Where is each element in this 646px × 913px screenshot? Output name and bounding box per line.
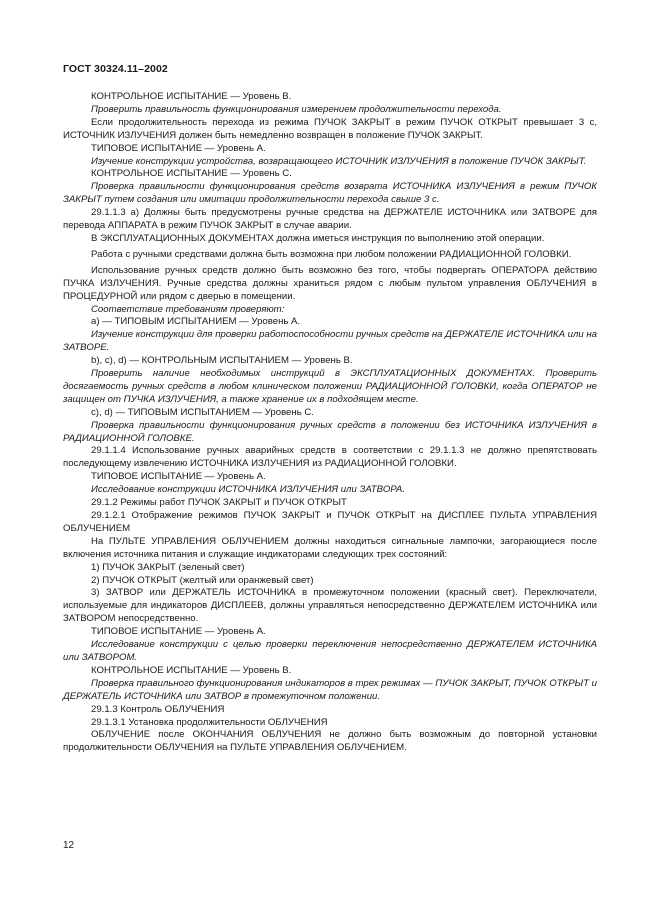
- paragraph: Изучение конструкции для проверки работоспособности ручных средств на ДЕРЖАТЕЛЕ ИСТОЧНИКА или на ЗАТВОРЕ.: [63, 329, 597, 354]
- paragraph: 29.1.3.1 Установка продолжительности ОБЛУЧЕНИЯ: [91, 716, 328, 728]
- paragraph: Работа с ручными средствами должна быть возможна при любом положении РАДИАЦИОННОЙ ГОЛОВКИ.: [91, 248, 572, 260]
- document-header: ГОСТ 30324.11–2002: [63, 63, 168, 75]
- paragraph: Проверка правильности функционирования ручных средств в положении без ИСТОЧНИКА ИЗЛУЧЕНИЯ в РАДИАЦИОННОЙ ГОЛОВКЕ.: [63, 419, 597, 444]
- paragraph: с), d) — ТИПОВЫМ ИСПЫТАНИЕМ — Уровень С.: [91, 406, 314, 418]
- paragraph: Если продолжительность перехода из режима ПУЧОК ЗАКРЫТ в режим ПУЧОК ОТКРЫТ превышает 3 с, ИСТОЧНИК ИЗЛУЧЕНИЯ должен быть немедленно возвращен в положение ПУЧОК ЗАКРЫТ.: [63, 116, 597, 141]
- page-number: 12: [63, 840, 75, 851]
- paragraph: Изучение конструкции устройства, возвращающего ИСТОЧНИК ИЗЛУЧЕНИЯ в положение ПУЧОК ЗАКРЫТ.: [91, 155, 587, 167]
- paragraph: Проверить правильность функционирования измерением продолжительности перехода.: [91, 103, 502, 115]
- paragraph: КОНТРОЛЬНОЕ ИСПЫТАНИЕ — Уровень В.: [91, 91, 292, 102]
- paragraph: Соответствие требованиям проверяют:: [91, 303, 285, 315]
- paragraph: В ЭКСПЛУАТАЦИОННЫХ ДОКУМЕНТАХ должна иметься инструкция по выполнению этой операции.: [91, 232, 545, 244]
- paragraph: 29.1.2 Режимы работ ПУЧОК ЗАКРЫТ и ПУЧОК ОТКРЫТ: [91, 497, 347, 509]
- paragraph: а) — ТИПОВЫМ ИСПЫТАНИЕМ — Уровень А.: [91, 316, 301, 328]
- paragraph: Использование ручных средств должно быть возможно без того, чтобы подвергать ОПЕРАТОРА действию ПУЧКА ИЗЛУЧЕНИЯ. Ручные средства должны храниться рядом с любым пультом управления ОБЛУЧЕНИЯ в ПРОЦЕДУРНОЙ или рядом с дверью в помещении.: [63, 264, 597, 302]
- paragraph: 29.1.2.1 Отображение режимов ПУЧОК ЗАКРЫТ и ПУЧОК ОТКРЫТ на ДИСПЛЕЕ ПУЛЬТА УПРАВЛЕНИЯ ОБЛУЧЕНИЕМ: [63, 510, 597, 534]
- paragraph: 29.1.3 Контроль ОБЛУЧЕНИЯ: [91, 703, 225, 715]
- paragraph: На ПУЛЬТЕ УПРАВЛЕНИЯ ОБЛУЧЕНИЕМ должны находиться сигнальные лампочки, загорающиеся после включения источника питания и служащие индикаторами следующих трех состояний:: [63, 535, 597, 560]
- paragraph: ТИПОВОЕ ИСПЫТАНИЕ — Уровень А.: [91, 142, 266, 154]
- paragraph: ОБЛУЧЕНИЕ после ОКОНЧАНИЯ ОБЛУЧЕНИЯ не должно быть возможным до повторной установки продолжительности ОБЛУЧЕНИЯ на ПУЛЬТЕ УПРАВЛЕНИЯ ОБЛУЧЕНИЕМ.: [63, 729, 597, 754]
- paragraph: Проверить наличие необходимых инструкций в ЭКСПЛУАТАЦИОННЫХ ДОКУМЕНТАХ. Проверить досягаемость ручных средств в любом клиническом положении РАДИАЦИОННОЙ ГОЛОВКИ, когда ОПЕРАТОР не защищен от ПУЧКА ИЗЛУЧЕНИЯ, а также хранение их в подходящем месте.: [63, 368, 597, 405]
- paragraph: ТИПОВОЕ ИСПЫТАНИЕ — Уровень А.: [91, 471, 266, 483]
- document-body: [63, 91, 597, 755]
- paragraph: КОНТРОЛЬНОЕ ИСПЫТАНИЕ — Уровень С.: [91, 168, 292, 180]
- paragraph: Проверка правильности функционирования средств возврата ИСТОЧНИКА ИЗЛУЧЕНИЯ в режим ПУЧОК ЗАКРЫТ путем создания или имитации продолжительности перехода свыше 3 с.: [63, 181, 597, 206]
- paragraph: Исследование конструкции с целью проверки переключения непосредственно ДЕРЖАТЕЛЕМ ИСТОЧНИКА или ЗАТВОРОМ.: [63, 639, 597, 663]
- paragraph: 2) ПУЧОК ОТКРЫТ (желтый или оранжевый свет): [91, 574, 314, 586]
- paragraph: 29.1.1.4 Использование ручных аварийных средств в соответствии с 29.1.1.3 не должно препятствовать последующему извлечению ИСТОЧНИКА ИЗЛУЧЕНИЯ из РАДИАЦИОННОЙ ГОЛОВКИ.: [63, 445, 597, 470]
- paragraph: 29.1.1.3 а) Должны быть предусмотрены ручные средства на ДЕРЖАТЕЛЕ ИСТОЧНИКА или ЗАТВОРЕ для перевода АППАРАТА в режим ПУЧОК ЗАКРЫТ в случае аварии.: [63, 207, 597, 232]
- paragraph: КОНТРОЛЬНОЕ ИСПЫТАНИЕ — Уровень В.: [91, 664, 292, 676]
- paragraph: ТИПОВОЕ ИСПЫТАНИЕ — Уровень А.: [91, 626, 266, 638]
- paragraph: Проверка правильного функционирования индикаторов в трех режимах — ПУЧОК ЗАКРЫТ, ПУЧОК ОТКРЫТ и ДЕРЖАТЕЛЬ ИСТОЧНИКА или ЗАТВОР в промежуточном положении.: [63, 677, 597, 702]
- paragraph: Исследование конструкции ИСТОЧНИКА ИЗЛУЧЕНИЯ или ЗАТВОРА.: [91, 484, 406, 496]
- paragraph: 1) ПУЧОК ЗАКРЫТ (зеленый свет): [91, 561, 245, 573]
- paragraph: b), с), d) — КОНТРОЛЬНЫМ ИСПЫТАНИЕМ — Уровень В.: [91, 355, 353, 367]
- paragraph: 3) ЗАТВОР или ДЕРЖАТЕЛЬ ИСТОЧНИКА в промежуточном положении (красный свет). Переключатели, используемые для индикаторов ДИСПЛЕЕВ, должны управляться непосредственно ДЕРЖАТЕЛЕМ ИСТОЧНИКА или ЗАТВОРОМ непосредственно.: [63, 587, 597, 625]
